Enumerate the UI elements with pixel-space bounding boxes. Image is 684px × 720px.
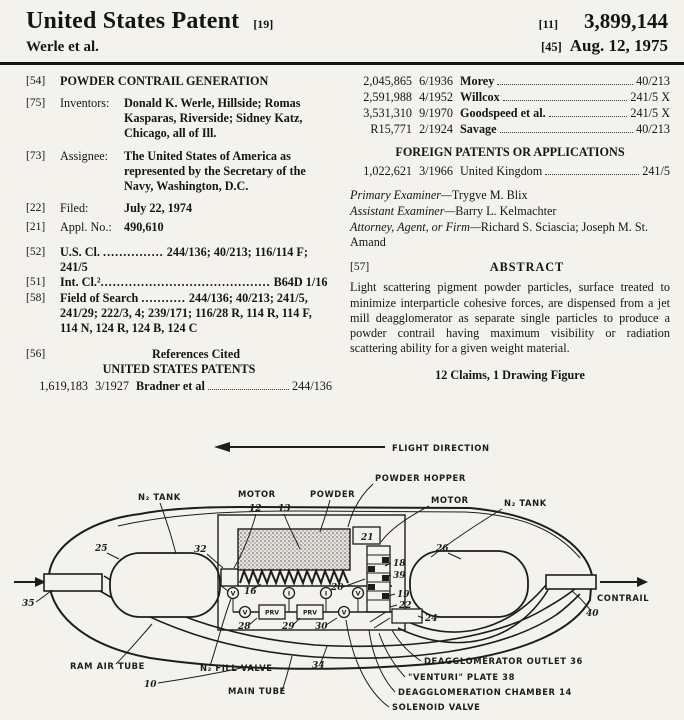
field-ref: [52] <box>26 246 46 259</box>
ref-26: 26 <box>436 544 449 554</box>
citation-row <box>350 164 670 179</box>
header <box>0 0 684 56</box>
us-patents-subheading: UNITED STATES PATENTS <box>102 362 256 376</box>
deagglomeration-chamber-label: DEAGGLOMERATION CHAMBER 14 <box>398 687 572 697</box>
field-invention-title <box>26 74 332 89</box>
assistant-examiner-label: Assistant Examiner— <box>350 203 456 218</box>
assistant-examiner-name: Barry L. Kelmachter <box>455 203 557 218</box>
references-cited-heading <box>26 347 332 362</box>
ref-25: 25 <box>95 544 108 554</box>
valve-v-letter: V <box>242 609 248 617</box>
assignee-label: Assignee: <box>60 148 109 163</box>
citation-row <box>350 106 670 121</box>
cited-number: 2,591,988 <box>363 90 412 105</box>
ref-32: 32 <box>194 545 207 555</box>
cited-number: 1,619,183 <box>39 379 88 394</box>
ref-35: 35 <box>22 599 35 609</box>
field-ref: [54] <box>26 75 46 87</box>
field-filed <box>26 201 332 216</box>
attorney-names: Richard S. Sciascia; Joseph M. St. Amand <box>350 220 649 250</box>
invention-title: POWDER CONTRAIL GENERATION <box>60 74 269 88</box>
patent-number-ref: [11] <box>538 17 558 31</box>
citation-row <box>350 90 670 105</box>
assignee-value: The United States of America as represented by the Secretary of the Navy, Washington, D.C. <box>124 148 306 193</box>
powder-fill <box>238 529 350 570</box>
ref-30: 30 <box>315 622 328 632</box>
int-cl-value: B64D 1/16 <box>273 275 328 290</box>
date-ref: [45] <box>540 40 562 54</box>
right-column <box>350 74 670 430</box>
page-title: United States Patent <box>26 8 240 34</box>
ref-40: 40 <box>586 609 599 619</box>
claims-line: 12 Claims, 1 Drawing Figure <box>435 368 585 382</box>
cited-name: Goodspeed et al. <box>460 106 546 121</box>
n2-tank-left-shape <box>110 553 220 617</box>
deagglomerator-outlet-label: DEAGGLOMERATOR OUTLET 36 <box>424 656 583 666</box>
ref-39: 39 <box>393 571 406 581</box>
valve-v-letter: V <box>341 609 347 617</box>
abstract-heading: ABSTRACT <box>489 260 565 275</box>
ref-18: 18 <box>393 559 406 569</box>
us-cl-label: U.S. Cl. <box>60 245 100 260</box>
filed-value: July 22, 1974 <box>124 200 193 215</box>
ref-12: 12 <box>249 504 262 514</box>
dot-leader <box>545 174 639 175</box>
filed-label: Filed: <box>60 200 89 215</box>
ram-air-tube-label: RAM AIR TUBE <box>70 661 145 671</box>
solenoid-valve-label: SOLENOID VALVE <box>392 702 481 712</box>
primary-examiner-name: Trygve M. Blix <box>451 187 528 202</box>
ref-16: 16 <box>244 587 257 597</box>
cited-date: 9/1970 <box>419 106 453 121</box>
abstract-text: Light scattering pigment powder particles, surface treated to minimize interparticle cohesive forces, are dispensed from a jet mill deagglomerator as separate single particles to produce a powder contrail having maximum visibility or radiation scattering ability for a given weight material. <box>350 280 670 355</box>
cited-number: 1,022,621 <box>363 163 412 178</box>
valve-v-letter: V <box>355 590 361 598</box>
powder-hopper-label: POWDER HOPPER <box>375 473 466 483</box>
cited-class: 40/213 <box>636 74 670 88</box>
issue-date: Aug. 12, 1975 <box>569 36 668 55</box>
cited-class: 40/213 <box>636 122 670 137</box>
field-int-cl <box>26 275 332 290</box>
cited-name: Bradner et al <box>136 379 205 394</box>
abstract-ref: [57] <box>350 261 370 274</box>
ref-21: 21 <box>361 533 374 543</box>
primary-examiner-line <box>350 188 670 203</box>
ref-24: 24 <box>425 614 438 624</box>
us-cl-value: 244/136; 40/213; 116/114 F; 241/5 <box>60 245 308 275</box>
ref-10: 10 <box>144 680 157 690</box>
flight-direction-arrow <box>214 442 490 453</box>
field-ref: [22] <box>26 201 46 214</box>
primary-examiner-label: Primary Examiner— <box>350 187 452 202</box>
cited-class: 241/5 X <box>630 106 670 121</box>
field-ref: [73] <box>26 149 46 162</box>
appl-no-value: 490,610 <box>124 220 164 234</box>
n2-fill-valve-label: N₂ FILL VALVE <box>200 663 273 673</box>
venturi-plate-label: "VENTURI" PLATE 38 <box>408 672 516 682</box>
int-cl-label: Int. Cl.² <box>60 275 101 290</box>
ref-28: 28 <box>238 622 251 632</box>
cited-date: 2/1924 <box>419 122 453 137</box>
kind-code-ref: [19] <box>253 17 274 31</box>
cited-number: R15,771 <box>370 122 412 137</box>
citation-row <box>350 122 670 137</box>
appl-no-label: Appl. No.: <box>60 220 112 234</box>
ram-air-inlet <box>14 574 102 591</box>
dot-leader <box>497 84 633 85</box>
bibliographic-columns <box>0 65 684 430</box>
cited-date: 4/1952 <box>419 90 453 105</box>
cited-date: 3/1966 <box>419 163 453 178</box>
patent-number: 3,899,144 <box>584 9 668 33</box>
citation-row <box>350 74 670 89</box>
foreign-patents-heading: FOREIGN PATENTS OR APPLICATIONS <box>395 144 625 159</box>
ref-19: 19 <box>397 590 410 600</box>
cited-number: 2,045,865 <box>363 74 412 88</box>
contrail-label: CONTRAIL <box>597 593 650 603</box>
abstract-heading-row <box>350 260 670 275</box>
cited-name: United Kingdom <box>460 163 543 178</box>
ref-20: 20 <box>331 583 344 593</box>
cited-date: 3/1927 <box>95 379 129 394</box>
cited-number: 3,531,310 <box>363 106 412 121</box>
attorney-label: Attorney, Agent, or Firm— <box>350 220 481 234</box>
prv-label: PRV <box>264 609 280 617</box>
ref-29: 29 <box>282 622 295 632</box>
dot-leader: ............... <box>103 245 164 260</box>
n2-tank-left-label: N₂ TANK <box>138 492 181 502</box>
ref-13: 13 <box>278 504 291 514</box>
field-ref: [56] <box>26 347 46 360</box>
cited-name: Savage <box>460 122 497 137</box>
patent-drawing <box>0 430 684 720</box>
cited-name: Willcox <box>460 90 500 105</box>
cited-name: Morey <box>460 74 495 88</box>
field-ref: [75] <box>26 97 46 110</box>
left-column <box>26 74 332 430</box>
inventors-label: Inventors: <box>60 96 110 111</box>
screw-motor-box <box>221 569 238 586</box>
cited-class: 241/5 <box>642 163 670 178</box>
cited-class: 244/136 <box>292 379 332 394</box>
field-inventors <box>26 96 332 141</box>
ref-34: 34 <box>312 661 325 671</box>
dot-leader: .......................................... <box>100 275 271 290</box>
field-ref: [21] <box>26 221 46 233</box>
gauge-i-letter: I <box>287 590 291 598</box>
search-value: 244/136; 40/213; 241/5, 241/29; 222/3, 4; 239/171; 116/28 R, 114 R, 114 F, 114 N, 124 R, 124 B, 124 C <box>60 290 312 335</box>
field-search <box>26 291 332 336</box>
cited-date: 6/1936 <box>419 74 453 88</box>
dot-leader <box>208 389 289 390</box>
outlet-fitting-box <box>392 609 422 623</box>
prv-label: PRV <box>302 609 318 617</box>
n2-tank-right-shape <box>410 551 528 617</box>
field-appl-no <box>26 220 332 235</box>
motor-left-label: MOTOR <box>238 489 276 499</box>
ref-22: 22 <box>399 601 412 611</box>
flight-direction-label: FLIGHT DIRECTION <box>392 443 490 453</box>
valve-v-letter: V <box>230 590 236 598</box>
dot-leader <box>549 116 628 117</box>
dot-leader: ........... <box>141 290 186 305</box>
inventor-surname-line: Werle et al. <box>26 39 99 55</box>
attorney-line <box>350 220 670 250</box>
screw-conveyor <box>240 571 348 583</box>
search-label: Field of Search <box>60 290 139 305</box>
field-us-cl <box>26 245 332 275</box>
cited-class: 241/5 X <box>630 90 670 105</box>
field-assignee <box>26 149 332 194</box>
gauge-i-letter: I <box>324 590 328 598</box>
dot-leader <box>503 100 628 101</box>
citation-row <box>26 379 332 394</box>
main-tube-label: MAIN TUBE <box>228 686 286 696</box>
powder-label: POWDER <box>310 489 356 499</box>
field-ref: [51] <box>26 276 46 289</box>
references-cited-title: References Cited <box>151 346 241 361</box>
n2-tank-right-label: N₂ TANK <box>504 498 547 508</box>
motor-right-label: MOTOR <box>431 495 469 505</box>
inventors-value: Donald K. Werle, Hillside; Romas Kasparas, Riverside; Sidney Katz, Chicago, all of Ill. <box>124 96 303 141</box>
dot-leader <box>500 132 634 133</box>
field-ref: [58] <box>26 291 46 304</box>
assistant-examiner-line <box>350 204 670 219</box>
